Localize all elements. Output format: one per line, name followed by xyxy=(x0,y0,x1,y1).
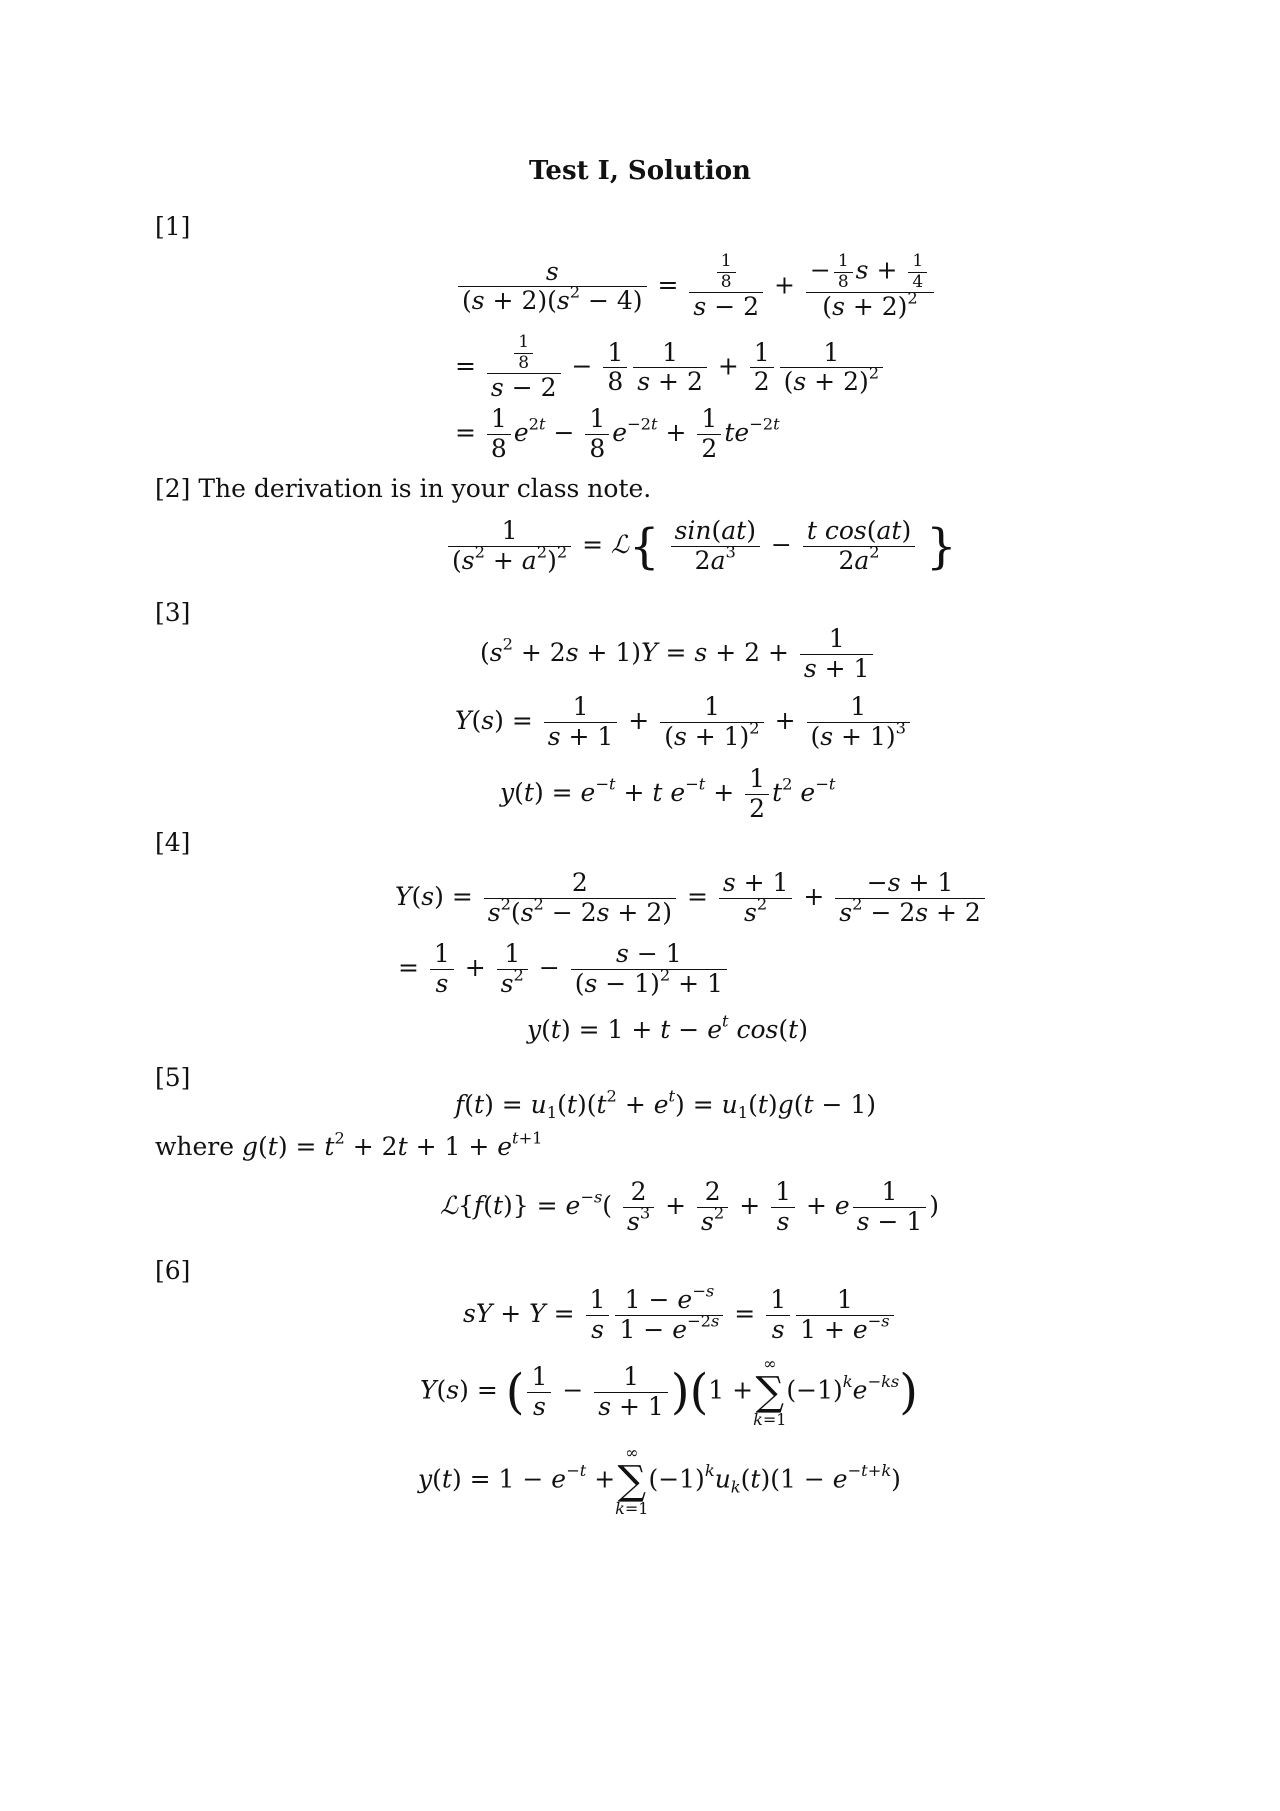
problem-1-line-3: = $\frac{1}{8}$ $e^{2t}$ − $\frac{1}{8}$ $e^{-2t}$ + $\frac{1}{2}$ $te^{-2t}$ xyxy=(455,404,780,463)
problem-1-line-2: = $\frac{\frac{1}{8}}{s - 2}$ − $\frac{1}{8}$ $\frac{1}{s + 2}$ + $\frac{1}{2}$ $\frac{1}{(s + 2)^2}$ xyxy=(455,333,886,403)
problem-3-line-1: $(s^2 + 2s + 1)Y = s + 2$ + $\frac{1}{s + 1}$ xyxy=(480,625,876,684)
problem-5-line-1: $f(t) = u_1(t)(t^2 + e^t) = u_1(t)g(t - 1)$ xyxy=(455,1086,877,1122)
problem-4-label: [4] xyxy=(155,828,191,857)
problem-6-line-2: Y(s) = ( $\frac{1}{s}$ − $\frac{1}{s + 1}$ )(1 + ∞ ∑ k=1 $(-1)^ke^{-ks}$) xyxy=(420,1354,918,1429)
problem-5-label: [5] xyxy=(155,1063,191,1092)
problem-2-text: The derivation is in your class note. xyxy=(198,474,652,503)
problem-2-equation: $\frac{1}{(s^2 + a^2)^2}$ = ℒ{ $\frac{\sin(at)}{2a^3}$ − $\frac{\text{t cos(at)}}{2a^2}$ } xyxy=(445,517,957,576)
problem-3-line-2: Y(s) = $\frac{1}{s + 1}$ + $\frac{1}{(s + 1)^2}$ + $\frac{1}{(s + 1)^3}$ xyxy=(455,693,913,752)
problem-1-line-1: $\frac{s}{(s + 2)(s^2 - 4)}$ = $\frac{\frac{1}{8}}{s - 2}$ + − $\frac{1}{8}$ s + $\frac{1}{4}$ $(s + 2)^2$ xyxy=(455,252,937,322)
page-title: Test I, Solution xyxy=(529,156,751,186)
problem-4-line-3: $y(t) = 1 + t - e^t$ cos(t) xyxy=(527,1011,808,1044)
problem-3-label: [3] xyxy=(155,598,191,627)
problem-2-label: [2] xyxy=(155,474,191,503)
problem-4-line-2: = $\frac{1}{s}$ + $\frac{1}{s^2}$ − $\frac{s - 1}{(s - 1)^2 + 1}$ xyxy=(398,940,730,999)
problem-5-where-line: where $g(t) = t^2 + 2t + 1 + e^{t+1}$ xyxy=(155,1128,543,1161)
problem-4-line-1: Y(s) = $\frac{2}{s^2(s^2 - 2s + 2)}$ = $\frac{s + 1}{s^2}$ + $\frac{-s + 1}{s^2 - 2s + 2}$ xyxy=(395,869,988,928)
problem-6-line-3: $y(t) = 1 - e^{-t}$ + ∞ ∑ k=1 $(-1)^ku_k(t)(1 - e^{-t+k})$ xyxy=(418,1443,901,1518)
problem-6-line-1: sY + Y = $\frac{1}{s}$ $\frac{1 - e^{-s}}{1 - e^{-2s}}$ = $\frac{1}{s}$ $\frac{1}{1 + e^{-s}}$ xyxy=(463,1286,897,1345)
problem-3-line-3: $y(t) = e^{-t} + t$ $e^{-t}$ + $\frac{1}{2}$ $t^2$ $e^{-t}$ xyxy=(500,764,836,823)
problem-6-label: [6] xyxy=(155,1256,191,1285)
where-text: where xyxy=(155,1132,235,1161)
problem-1-label: [1] xyxy=(155,212,191,241)
problem-5-line-2: ℒ{f(t)} = $e^{-s}$( $\frac{2}{s^3}$ + $\frac{2}{s^2}$ + $\frac{1}{s}$ + e $\frac{1}{s - 1}$ ) xyxy=(440,1177,940,1236)
problem-2-row xyxy=(155,474,651,503)
